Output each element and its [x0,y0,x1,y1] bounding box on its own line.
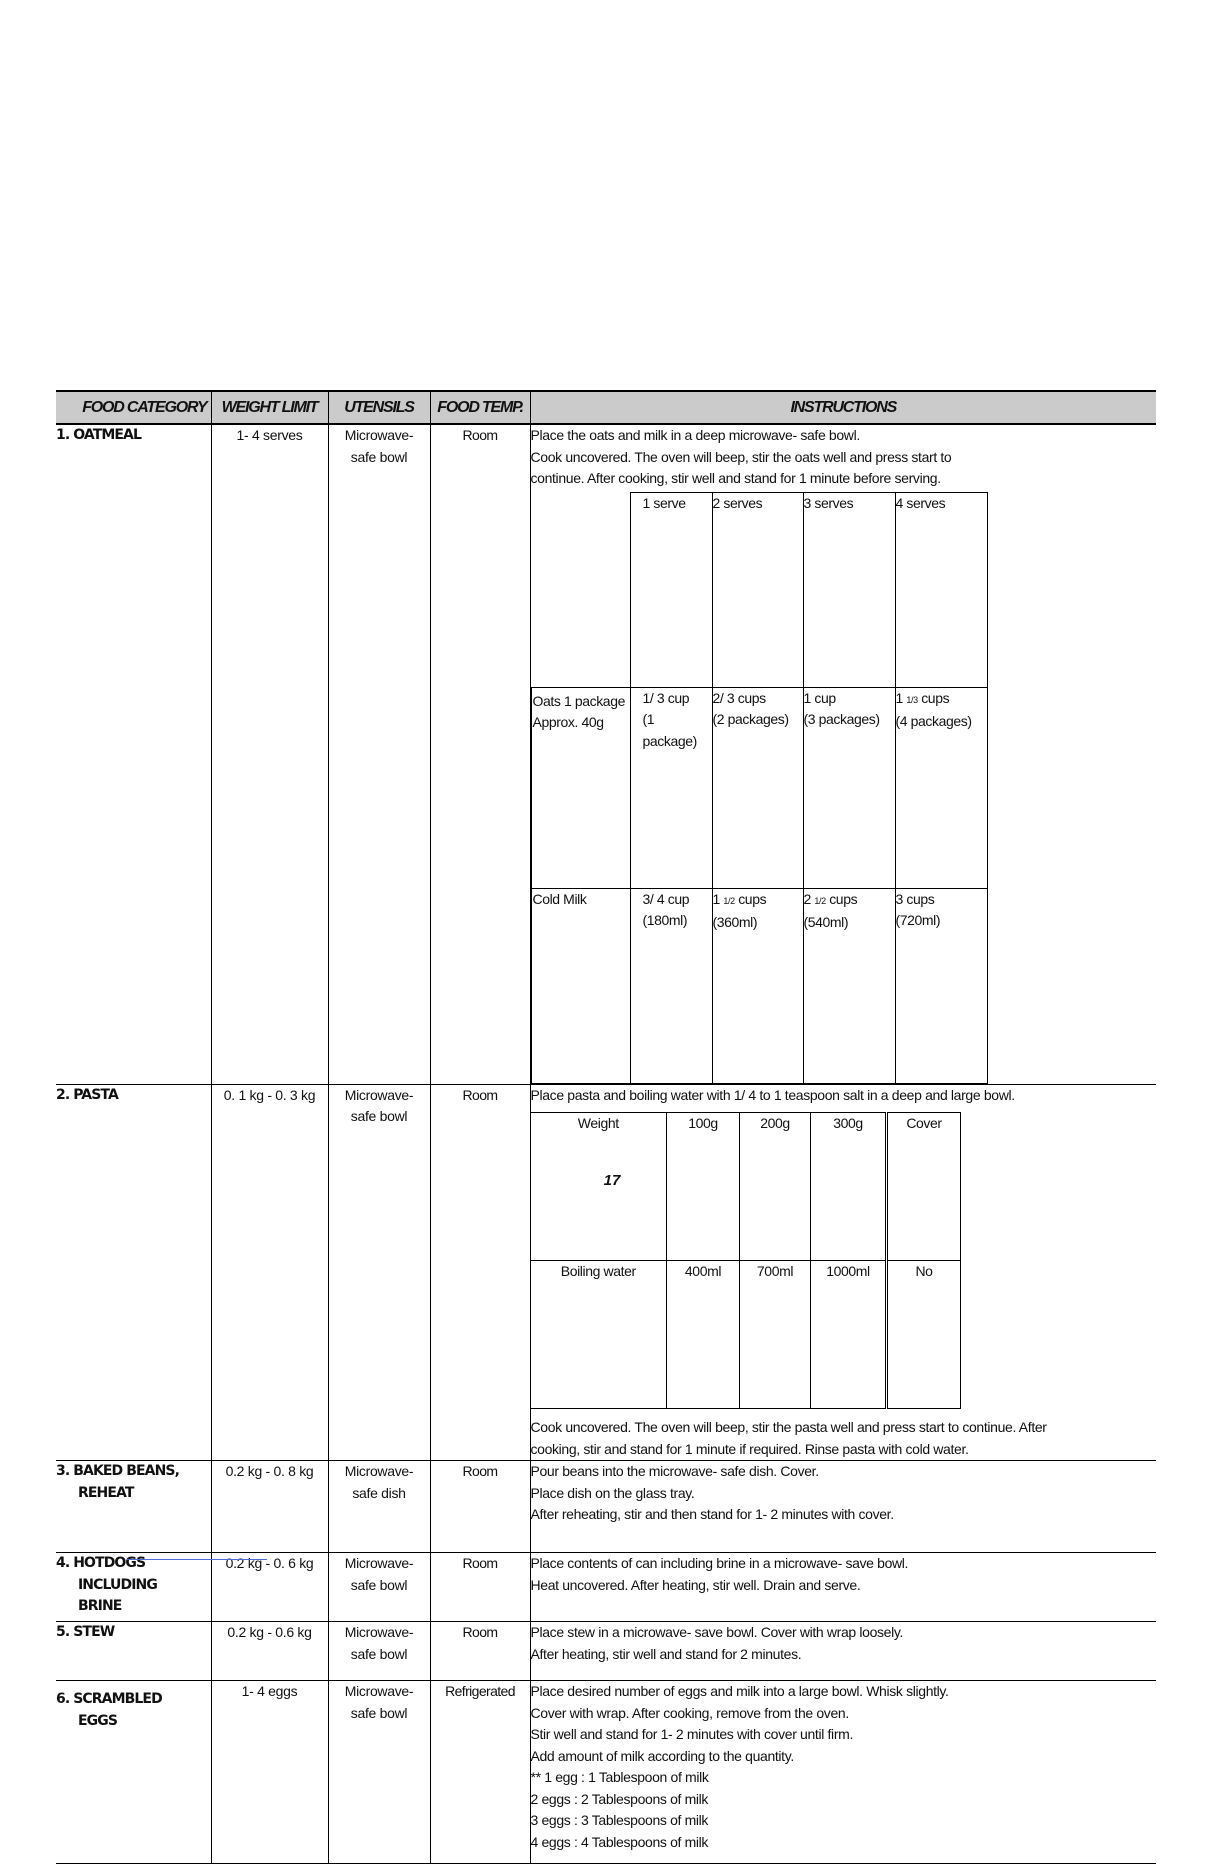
food-temp-cell: Room [430,1084,530,1461]
category-cell [56,1681,211,1864]
amount-whole: 1 [895,689,903,706]
table-row-baked-beans [56,1461,1156,1553]
utensil-line: Microwave- [344,1624,414,1640]
oats-amount [630,687,712,888]
instructions-cell [530,1084,1156,1461]
food-temp-cell: Refrigerated [430,1681,530,1864]
water-label: Boiling water [531,1261,667,1409]
utensils-cell [328,1461,430,1553]
utensil-line: Microwave- [344,1463,414,1479]
instructions-cell [530,424,1156,1084]
amount-unit: cups [738,890,767,907]
amount-unit: cups [829,890,858,907]
milk-row [531,888,987,1083]
milk-amount [630,888,712,1083]
header-instructions: INSTRUCTIONS [530,391,1156,424]
instruction-line: Pour beans into the microwave- safe dish. Cover. [530,1463,819,1479]
category-name: 1. OATMEAL [56,427,142,443]
milk-amount [712,888,803,1083]
volume: (360ml) [712,914,758,930]
instruction-line: Add amount of milk according to the quantity. [530,1747,794,1764]
amount: 3 cups [895,890,935,907]
pasta-water-row [531,1261,961,1409]
header-food-category: FOOD CATEGORY [56,391,211,424]
weight-limit-cell: 1- 4 serves [211,424,328,1084]
instruction-line: Place stew in a microwave- save bowl. Cover with wrap loosely. [530,1624,904,1640]
instruction-line: Cook uncovered. The oven will beep, stir the pasta well and press start to continue. After [530,1419,1047,1435]
oats-label-line: Oats 1 package [532,692,625,709]
header-utensils: UTENSILS [328,391,430,424]
instruction-line: After heating, stir well and stand for 2 minutes. [530,1645,802,1662]
amount [804,889,895,913]
utensil-line: safe bowl [350,1645,408,1662]
utensil-line: safe bowl [350,1108,408,1124]
amount [896,688,987,712]
milk-amount [895,888,987,1083]
category-name: 6. SCRAMBLED [56,1691,162,1707]
servings-header: 1 serve [630,492,712,687]
utensils-cell [328,424,430,1084]
oats-label-line: Approx. 40g [532,714,604,730]
instruction-line: 4 eggs : 4 Tablespoons of milk [530,1833,709,1850]
volume: (540ml) [803,914,849,930]
weight-limit-cell: 0.2 kg - 0. 8 kg [211,1461,328,1553]
amount [713,889,803,913]
utensil-line: Microwave- [344,1555,414,1571]
table-row-oatmeal [56,424,1156,1084]
amount: 1 cup [803,689,836,706]
category-cell [56,1084,211,1461]
water-value: 1000ml [811,1261,887,1409]
utensil-line: safe bowl [350,448,408,465]
weight-value: 300g [811,1113,887,1261]
category-cell [56,424,211,1084]
packages: (3 packages) [803,711,880,727]
amount-whole: 2 [803,890,811,907]
category-cell [56,1553,211,1622]
category-name-line: EGGS [78,1712,118,1729]
oatmeal-servings-table [531,492,988,1084]
table-row-stew [56,1622,1156,1681]
servings-header-row [531,492,987,687]
amount-fraction: 1/2 [723,895,735,906]
food-temp-cell: Room [430,1622,530,1681]
utensils-cell [328,1553,430,1622]
category-name-line: BRINE [78,1598,122,1614]
instruction-line: Place desired number of eggs and milk into a large bowl. Whisk slightly. [530,1683,949,1699]
utensils-cell [328,1622,430,1681]
category-cell [56,1461,211,1553]
instruction-line: Cover with wrap. After cooking, remove from the oven. [530,1704,849,1721]
instruction-line: Place contents of can including brine in a microwave- save bowl. [530,1555,909,1571]
utensil-line: safe bowl [350,1576,408,1593]
category-name-line: INCLUDING [78,1576,157,1593]
instruction-line: cooking, stir and stand for 1 minute if required. Rinse pasta with cold water. [530,1440,969,1457]
instruction-line: Stir well and stand for 1- 2 minutes with cover until firm. [530,1726,853,1742]
cover-value: No [887,1261,961,1409]
empty-cell [531,492,630,687]
instruction-line: Heat uncovered. After heating, stir well. Drain and serve. [530,1576,861,1593]
category-name-line: REHEAT [78,1484,134,1501]
instruction-line: After reheating, stir and then stand for 1- 2 minutes with cover. [530,1506,894,1522]
volume: (180ml) [642,912,688,928]
instructions-cell [530,1553,1156,1622]
amount: 3/ 4 cup [642,890,690,907]
category-name: 4. HOTDOGS [56,1555,146,1571]
weight-value: 200g [740,1113,811,1261]
cover-label: Cover [887,1113,961,1261]
category-name: 5. STEW [56,1624,115,1640]
header-food-temp: FOOD TEMP. [430,391,530,424]
volume: (720ml) [895,912,941,928]
category-name: 3. BAKED BEANS, [56,1463,180,1479]
servings-header: 3 serves [803,492,895,687]
amount-unit: cups [921,689,950,706]
instruction-line: Place dish on the glass tray. [530,1484,695,1501]
instruction-line: ** 1 egg : 1 Tablespoon of milk [530,1769,709,1785]
milk-label: Cold Milk [531,888,630,1083]
weight-limit-cell: 0.2 kg - 0.6 kg [211,1622,328,1681]
water-value: 400ml [667,1261,740,1409]
instruction-line: 3 eggs : 3 Tablespoons of milk [530,1812,709,1828]
oats-label [531,687,630,888]
servings-header: 2 serves [712,492,803,687]
amount: 1/ 3 cup [642,689,690,706]
utensil-line: safe dish [352,1484,406,1501]
amount-whole: 1 [712,890,720,907]
packages: (2 packages) [712,711,789,727]
water-value: 700ml [740,1261,811,1409]
category-cell [56,1622,211,1681]
table-row-scrambled-eggs [56,1681,1156,1864]
footer-rule [127,1559,267,1560]
amount-fraction: 1/2 [814,895,826,906]
utensil-line: Microwave- [344,427,414,443]
milk-amount [803,888,895,1083]
pasta-water-table [531,1112,962,1409]
packages: (4 packages) [895,713,972,729]
instruction-line: Cook uncovered. The oven will beep, stir the oats well and press start to [530,448,952,465]
header-weight-limit: WEIGHT LIMIT [211,391,328,424]
weight-label: Weight [531,1113,667,1261]
utensil-line: safe bowl [350,1704,408,1721]
instructions-cell [530,1461,1156,1553]
page-number: 17 [603,1172,621,1189]
instructions-cell [530,1681,1156,1864]
utensil-line: Microwave- [344,1086,414,1103]
utensils-cell [328,1084,430,1461]
weight-limit-cell: 0. 1 kg - 0. 3 kg [211,1084,328,1461]
header-row [56,391,1156,424]
instruction-line: Place pasta and boiling water with 1/ 4 to 1 teaspoon salt in a deep and large bowl. [530,1086,1015,1103]
instruction-line: Place the oats and milk in a deep microwave- safe bowl. [530,427,860,443]
servings-header: 4 serves [895,492,987,687]
instructions-cell [530,1622,1156,1681]
category-name: 2. PASTA [56,1086,118,1103]
oats-amount [895,687,987,888]
oats-amount [803,687,895,888]
table-row-pasta [56,1084,1156,1461]
food-temp-cell: Room [430,1461,530,1553]
weight-limit-cell: 0.2 kg - 0. 6 kg [211,1553,328,1622]
cooking-guide-table [56,390,1156,1864]
food-temp-cell: Room [430,1553,530,1622]
amount: 2/ 3 cups [712,689,766,706]
instruction-line: continue. After cooking, stir well and stand for 1 minute before serving. [530,470,941,486]
food-temp-cell: Room [430,424,530,1084]
weight-limit-cell: 1- 4 eggs [211,1681,328,1864]
table-row-hotdogs [56,1553,1156,1622]
oats-row [531,687,987,888]
amount-fraction: 1/3 [906,694,918,705]
instruction-line: 2 eggs : 2 Tablespoons of milk [530,1790,709,1807]
utensils-cell [328,1681,430,1864]
packages: (1 package) [642,711,697,749]
weight-value: 100g [667,1113,740,1261]
utensil-line: Microwave- [344,1683,414,1699]
oats-amount [712,687,803,888]
